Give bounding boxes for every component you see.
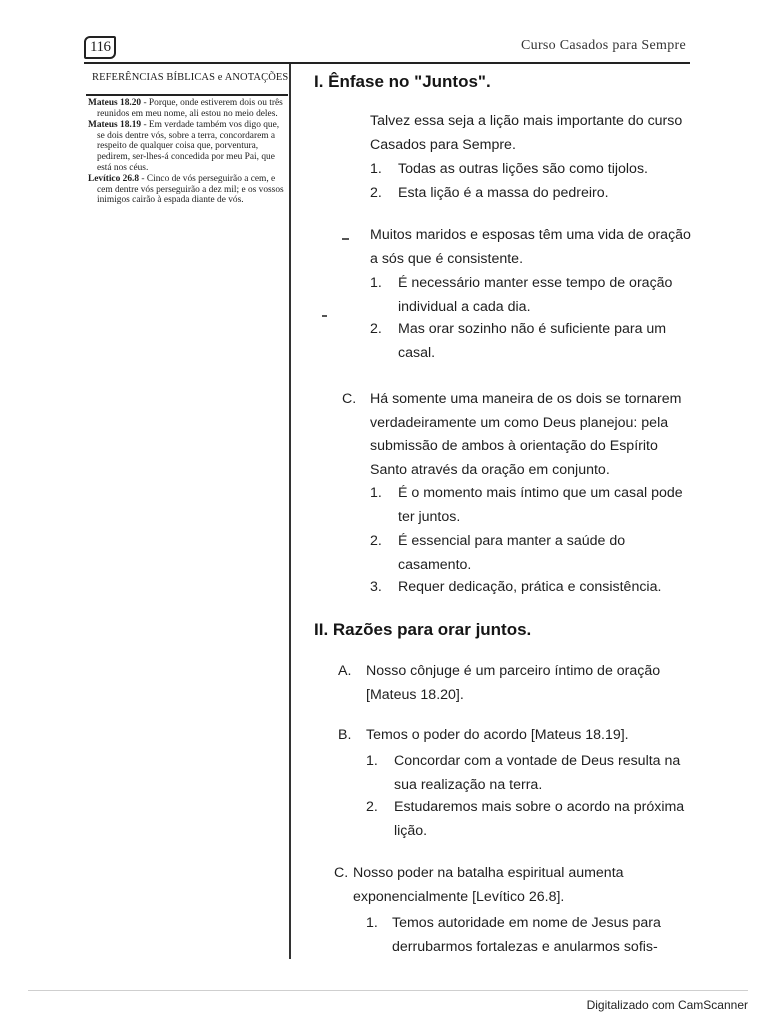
paragraph: Nosso poder na batalha espiritual aumenta exponencialmente [Levítico 26.8]. <box>353 865 624 905</box>
list-item: Mas orar sozinho não é suficiente para um casal. <box>398 321 667 361</box>
list-number: 1. <box>370 275 382 291</box>
reference-label: Mateus 18.19 <box>88 120 142 131</box>
scan-artifact-mark <box>322 315 327 317</box>
list-item: Esta lição é a massa do pedreiro. <box>398 185 609 201</box>
reference-label: Mateus 18.20 <box>88 98 142 108</box>
list-number: 1. <box>370 485 382 501</box>
reference-entry <box>88 98 284 119</box>
paragraph: Muitos maridos e esposas têm uma vida de oração a sós que é consistente. <box>370 227 691 267</box>
list-number: 3. <box>370 579 382 595</box>
list-number: 1. <box>366 753 378 769</box>
list-number: 1. <box>366 915 378 931</box>
list-item: Requer dedicação, prática e consistência. <box>398 579 662 595</box>
item-marker: C. <box>334 865 349 881</box>
reference-entry <box>88 174 284 206</box>
bible-references <box>88 98 284 207</box>
sidebar-rule <box>86 94 288 96</box>
list-item: Concordar com a vontade de Deus resulta na sua realização na terra. <box>394 753 681 793</box>
paragraph: Há somente uma maneira de os dois se tornarem verdadeiramente um como Deus planejou: pela submissão de ambos à orientação do Espírito Santo através da oração em conjunto. <box>370 391 682 478</box>
scan-artifact-mark <box>342 238 349 240</box>
reference-text: - Em verdade também vos digo que, se dois dentre vós, sobre a terra, concordarem a respeito de qualquer coisa que, porventura, pedirem, ser-lhes-á concedida por meu Pai, que está nos céus. <box>97 120 280 173</box>
list-item: É o momento mais íntimo que um casal pode ter juntos. <box>398 485 683 525</box>
list-number: 2. <box>366 799 378 815</box>
page-number: 116 <box>84 36 116 59</box>
paragraph: Talvez essa seja a lição mais importante do curso Casados para Sempre. <box>370 113 683 153</box>
reference-text: - Cinco de vós perseguirão a cem, e cem dentre vós perseguirão a dez mil; e os vossos inimigos cairão à espada diante de vós. <box>97 174 284 206</box>
header-rule <box>84 62 690 64</box>
item-marker: A. <box>338 663 352 679</box>
reference-text: - Porque, onde estiverem dois ou três reunidos em meu nome, ali estou no meio deles. <box>97 98 283 119</box>
scanner-watermark: Digitalizado com CamScanner <box>586 998 748 1012</box>
section-heading: II. Razões para orar juntos. <box>314 620 532 639</box>
item-marker: B. <box>338 727 352 743</box>
list-number: 2. <box>370 321 382 337</box>
section-heading: I. Ênfase no "Juntos". <box>314 72 491 91</box>
page-edge-line <box>28 990 748 991</box>
list-number: 1. <box>370 161 382 177</box>
item-marker: C. <box>342 391 357 407</box>
reference-entry <box>88 120 284 173</box>
list-number: 2. <box>370 185 382 201</box>
column-divider <box>289 64 291 959</box>
list-item: É necessário manter esse tempo de oração individual a cada dia. <box>398 275 673 315</box>
sidebar-title: REFERÊNCIAS BÍBLICAS e ANOTAÇÕES <box>92 72 289 83</box>
running-head: Curso Casados para Sempre <box>521 38 686 53</box>
list-item: É essencial para manter a saúde do casamento. <box>398 533 626 573</box>
paragraph: Nosso cônjuge é um parceiro íntimo de oração [Mateus 18.20]. <box>366 663 661 703</box>
reference-label: Levítico 26.8 <box>88 174 140 185</box>
list-item: Todas as outras lições são como tijolos. <box>398 161 648 177</box>
list-number: 2. <box>370 533 382 549</box>
paragraph: Temos o poder do acordo [Mateus 18.19]. <box>366 727 629 743</box>
list-item: Temos autoridade em nome de Jesus para derrubarmos fortalezas e anularmos sofis- <box>392 915 661 955</box>
list-item: Estudaremos mais sobre o acordo na próxima lição. <box>394 799 685 839</box>
